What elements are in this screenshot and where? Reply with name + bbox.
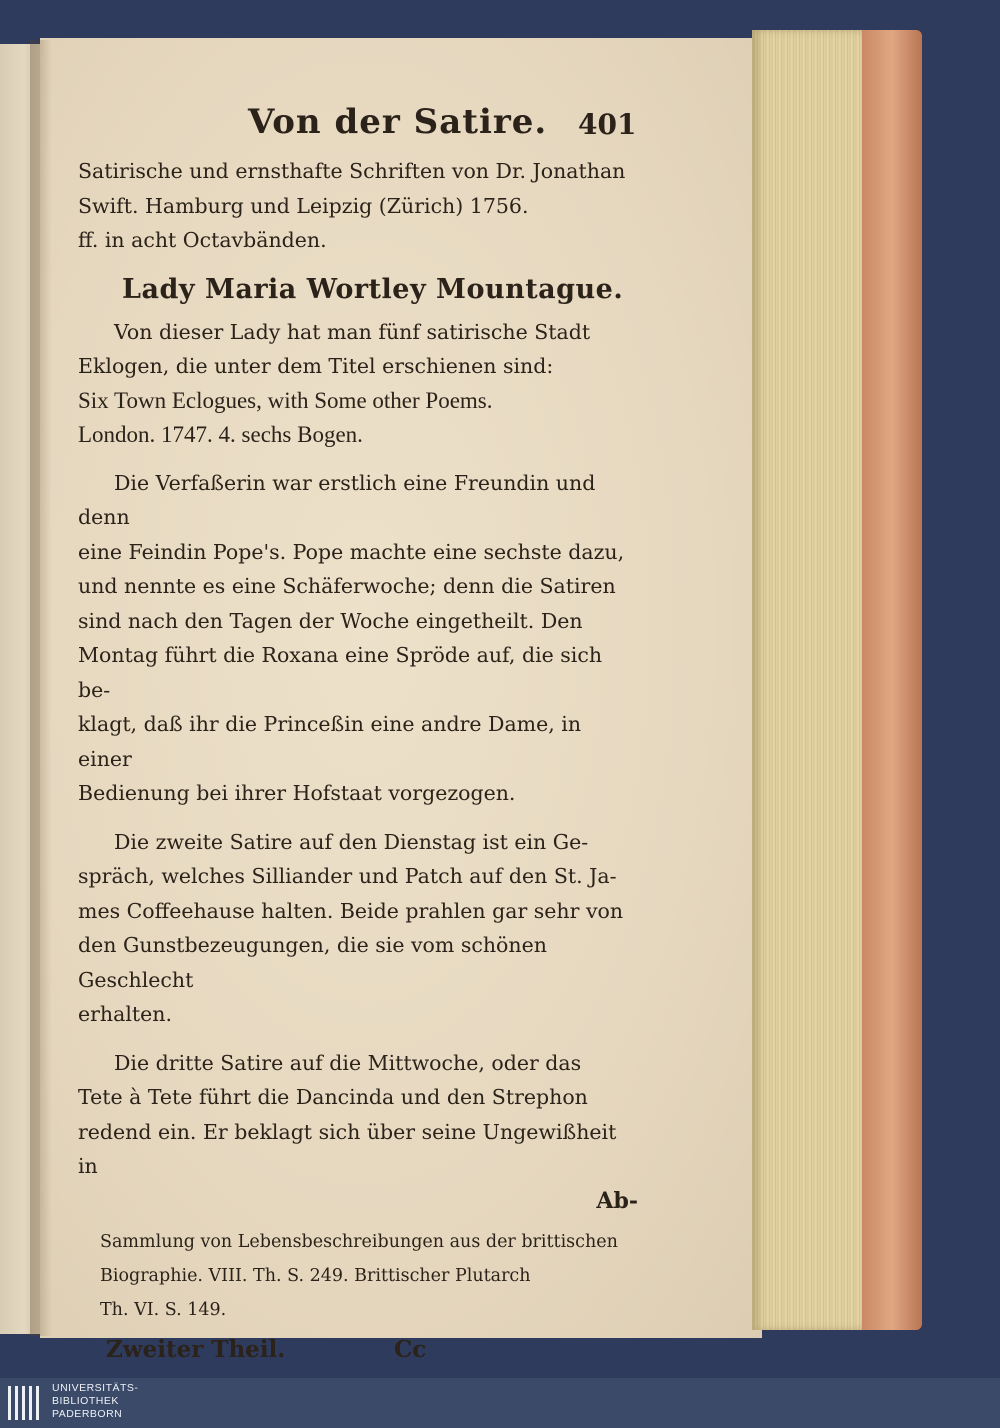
- intro-line: Eklogen, die unter dem Titel erschienen sind:: [78, 354, 554, 378]
- library-name-line: PADERBORN: [52, 1408, 123, 1420]
- page-header: [78, 96, 638, 154]
- book-entry: [78, 154, 638, 258]
- library-name-line: BIBLIOTHEK: [52, 1395, 119, 1407]
- footnote-line: Th. VI. S. 149.: [100, 1299, 227, 1320]
- section-intro: [78, 315, 638, 384]
- book-cover-edge: [862, 30, 922, 1330]
- library-logo-icon: [6, 1382, 46, 1424]
- paragraph-line: den Gunstbezeugungen, die sie vom schönen Geschlecht: [78, 933, 547, 992]
- paragraph-line: redend ein. Er beklagt sich über seine Ungewißheit in: [78, 1119, 617, 1178]
- paragraph-line: sind nach den Tagen der Woche eingetheilt. Den: [78, 608, 583, 633]
- english-title-line: Six Town Eclogues, with Some other Poems.: [78, 387, 493, 413]
- book-entry-line: Satirische und ernsthafte Schriften von Dr. Jonathan: [78, 159, 626, 183]
- library-name-line: UNIVERSITÄTS-: [52, 1382, 139, 1394]
- paragraph-3: [78, 1046, 638, 1184]
- paragraph-line: und nennte es eine Schäferwoche; denn die Satiren: [78, 574, 616, 598]
- paragraph-line: Die dritte Satire auf die Mittwoche, oder das: [114, 1050, 582, 1075]
- library-name: [52, 1382, 138, 1421]
- footnote-line: Sammlung von Lebensbeschreibungen aus der brittischen: [100, 1231, 618, 1252]
- paragraph-line: Tete à Tete führt die Dancinda und den Strephon: [78, 1085, 588, 1109]
- page-text: [78, 96, 638, 1376]
- signature-mark: Cc: [394, 1335, 427, 1363]
- paragraph-line: Die zweite Satire auf den Dienstag ist ein Ge-: [114, 829, 589, 854]
- paragraph-line: mes Coffeehause halten. Beide prahlen gar sehr von: [78, 898, 624, 923]
- paragraph-line: Bedienung bei ihrer Hofstaat vorgezogen.: [78, 781, 516, 805]
- catchword: Ab-: [596, 1187, 638, 1214]
- paragraph-line: Montag führt die Roxana eine Spröde auf, die sich be-: [78, 643, 603, 702]
- book-entry-line: ff. in acht Octavbänden.: [78, 228, 327, 252]
- paragraph-line: eine Feindin Pope's. Pope machte eine sechste dazu,: [78, 539, 625, 564]
- page-block-edge: [752, 30, 868, 1330]
- section-heading: Lady Maria Wortley Mountague.: [122, 273, 624, 305]
- volume-label: Zweiter Theil.: [106, 1335, 286, 1363]
- paragraph-line: erhalten.: [78, 1002, 173, 1026]
- paragraph-1: [78, 466, 638, 811]
- running-head: Von der Satire.: [248, 102, 548, 142]
- page-gutter-shadow: [30, 40, 52, 1336]
- footnote-line: Biographie. VIII. Th. S. 249. Brittischer Plutarch: [100, 1265, 531, 1286]
- paragraph-line: spräch, welches Silliander und Patch auf den St. Ja-: [78, 864, 617, 888]
- english-title-line: London. 1747. 4. sechs Bogen.: [78, 421, 363, 447]
- english-title: [78, 384, 638, 452]
- library-banner: [0, 1378, 1000, 1428]
- book-entry-line: Swift. Hamburg und Leipzig (Zürich) 1756.: [78, 193, 529, 218]
- page-number: 401: [578, 108, 637, 141]
- paragraph-line: klagt, daß ihr die Princeßin eine andre Dame, in einer: [78, 712, 582, 771]
- intro-line: Von dieser Lady hat man fünf satirische Stadt: [114, 319, 591, 344]
- signature-line: [78, 1336, 638, 1376]
- paragraph-2: [78, 825, 638, 1032]
- paragraph-line: Die Verfaßerin war erstlich eine Freundin und denn: [78, 470, 596, 529]
- footnote: [78, 1228, 638, 1324]
